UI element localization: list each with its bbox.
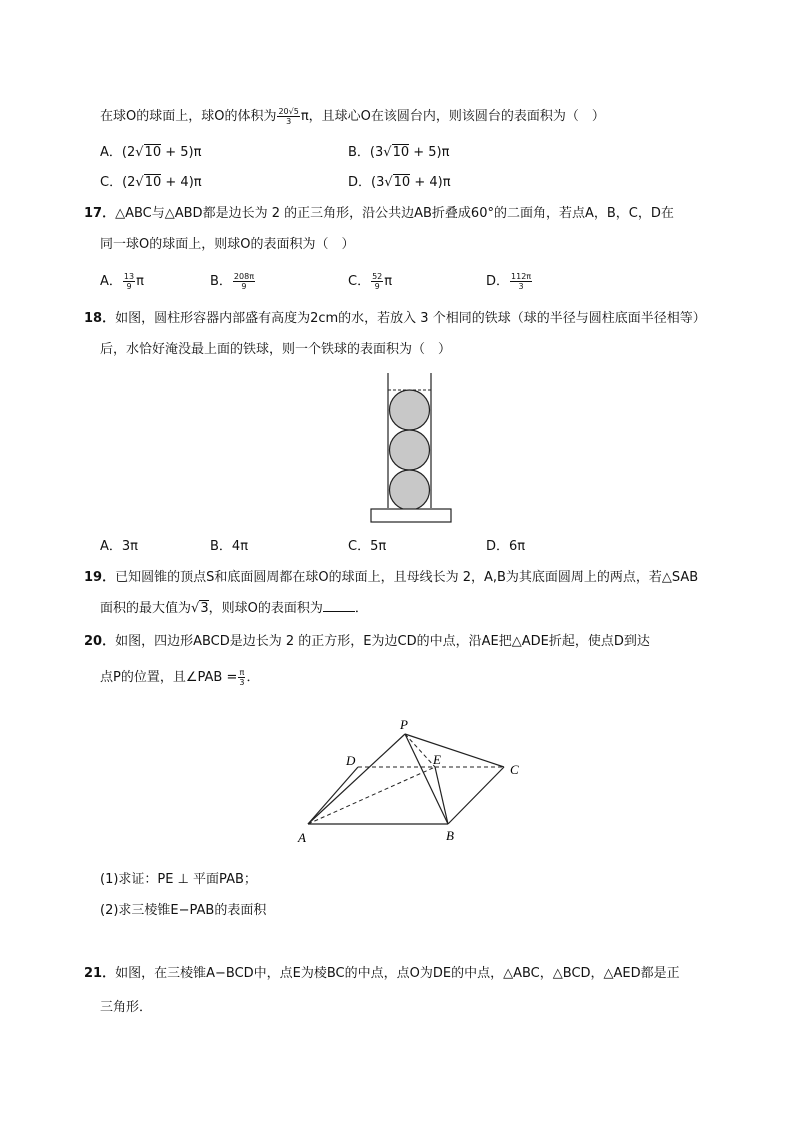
- q20-sub-1: (1)求证：PE ⊥ 平面PAB；: [100, 872, 257, 887]
- q16-option-d-radical: 10: [393, 175, 411, 190]
- q18-option-c: C．5π: [348, 539, 387, 554]
- q20-sub-2: (2)求三棱锥E−PAB的表面积: [100, 903, 267, 918]
- q16-option-a-radical: 10: [144, 145, 162, 160]
- q19-radical: 3: [200, 601, 209, 616]
- q20-line-2: 点P的位置，且∠PAB = $\frac{\pi}{3}$ ．: [100, 668, 260, 687]
- radical-sign: √: [383, 145, 392, 160]
- q17-line-2: 同一球O的球面上，则球O的表面积为（ ）: [100, 237, 355, 252]
- radical-sign: √: [135, 175, 144, 190]
- q20-angle-fraction: $\frac{\pi}{3}$: [239, 668, 245, 687]
- edge-EB: [435, 767, 448, 824]
- radical-sign: √: [384, 175, 393, 190]
- q19-answer-blank: [323, 599, 355, 612]
- q17-line-1: 17．△ABC与△ABD都是边长为 2 的正三角形，沿公共边AB折叠成60°的二面角，若点A，B，C，D在: [84, 206, 674, 221]
- label-E: E: [433, 752, 441, 767]
- edge-PB: [405, 734, 448, 824]
- q17-option-b: B． $\frac{208\pi}{9}$: [210, 272, 255, 291]
- radical-sign: √: [135, 145, 144, 160]
- q17-option-d: D． $\frac{112\pi}{3}$: [486, 272, 532, 291]
- folded-square-figure: [290, 712, 540, 852]
- q16-option-d: D．(3√10 + 4)π: [348, 175, 451, 190]
- q21-line-1: 21．如图，在三棱锥A−BCD中，点E为棱BC的中点，点O为DE的中点，△ABC，△BCD，△AED都是正: [84, 966, 680, 981]
- q16-option-c-radical: 10: [144, 175, 162, 190]
- q16-option-a: A．(2√10 + 5)π: [100, 145, 202, 160]
- q21-line-2: 三角形．: [100, 1000, 153, 1015]
- iron-ball-top: [390, 390, 430, 430]
- label-C: C: [510, 762, 519, 777]
- q17-option-c: C． $\frac{52}{9}$ π: [348, 272, 393, 291]
- q18-option-b: B．4π: [210, 539, 249, 554]
- cylinder-with-balls-figure: [368, 368, 454, 526]
- label-D: D: [346, 753, 356, 768]
- label-B: B: [446, 828, 454, 843]
- iron-ball-middle: [390, 430, 430, 470]
- q18-line-1: 18．如图，圆柱形容器内部盛有高度为2cm的水，若放入 3 个相同的铁球（球的半径与圆柱底面半径相等）: [84, 311, 706, 326]
- edge-PA: [308, 734, 405, 824]
- q16-option-b-radical: 10: [392, 145, 410, 160]
- q16-stem: 在球O的球面上，球O的体积为 $\frac{20√5}{3}$ π，且球心O在该圆台内，则该圆台的表面积为（ ）: [100, 107, 605, 126]
- edge-AD: [308, 767, 358, 824]
- q18-option-a: A．3π: [100, 539, 138, 554]
- q18-option-d: D．6π: [486, 539, 526, 554]
- q16-volume-fraction: $\frac{20√5}{3}$: [278, 107, 299, 126]
- q18-line-2: 后，水恰好淹没最上面的铁球，则一个铁球的表面积为（ ）: [100, 342, 452, 357]
- iron-ball-bottom: [390, 470, 430, 510]
- q17-option-a: A． $\frac{13}{9}$ π: [100, 272, 144, 291]
- q19-line-1: 19．已知圆锥的顶点S和底面圆周都在球O的球面上，且母线长为 2，A,B为其底面圆周上的两点，若△SAB: [84, 570, 699, 585]
- label-P: P: [400, 717, 408, 732]
- label-A: A: [298, 830, 306, 845]
- q16-option-b: B．(3√10 + 5)π: [348, 145, 450, 160]
- q19-line-2: 面积的最大值为√3，则球O的表面积为 ．: [100, 601, 368, 616]
- q16-option-c: C．(2√10 + 4)π: [100, 175, 202, 190]
- q20-line-1: 20．如图，四边形ABCD是边长为 2 的正方形，E为边CD的中点，沿AE把△ADE折起，使点D到达: [84, 634, 650, 649]
- edge-AE-dashed: [308, 767, 435, 824]
- edge-BC: [448, 767, 504, 824]
- cylinder-base: [371, 509, 451, 522]
